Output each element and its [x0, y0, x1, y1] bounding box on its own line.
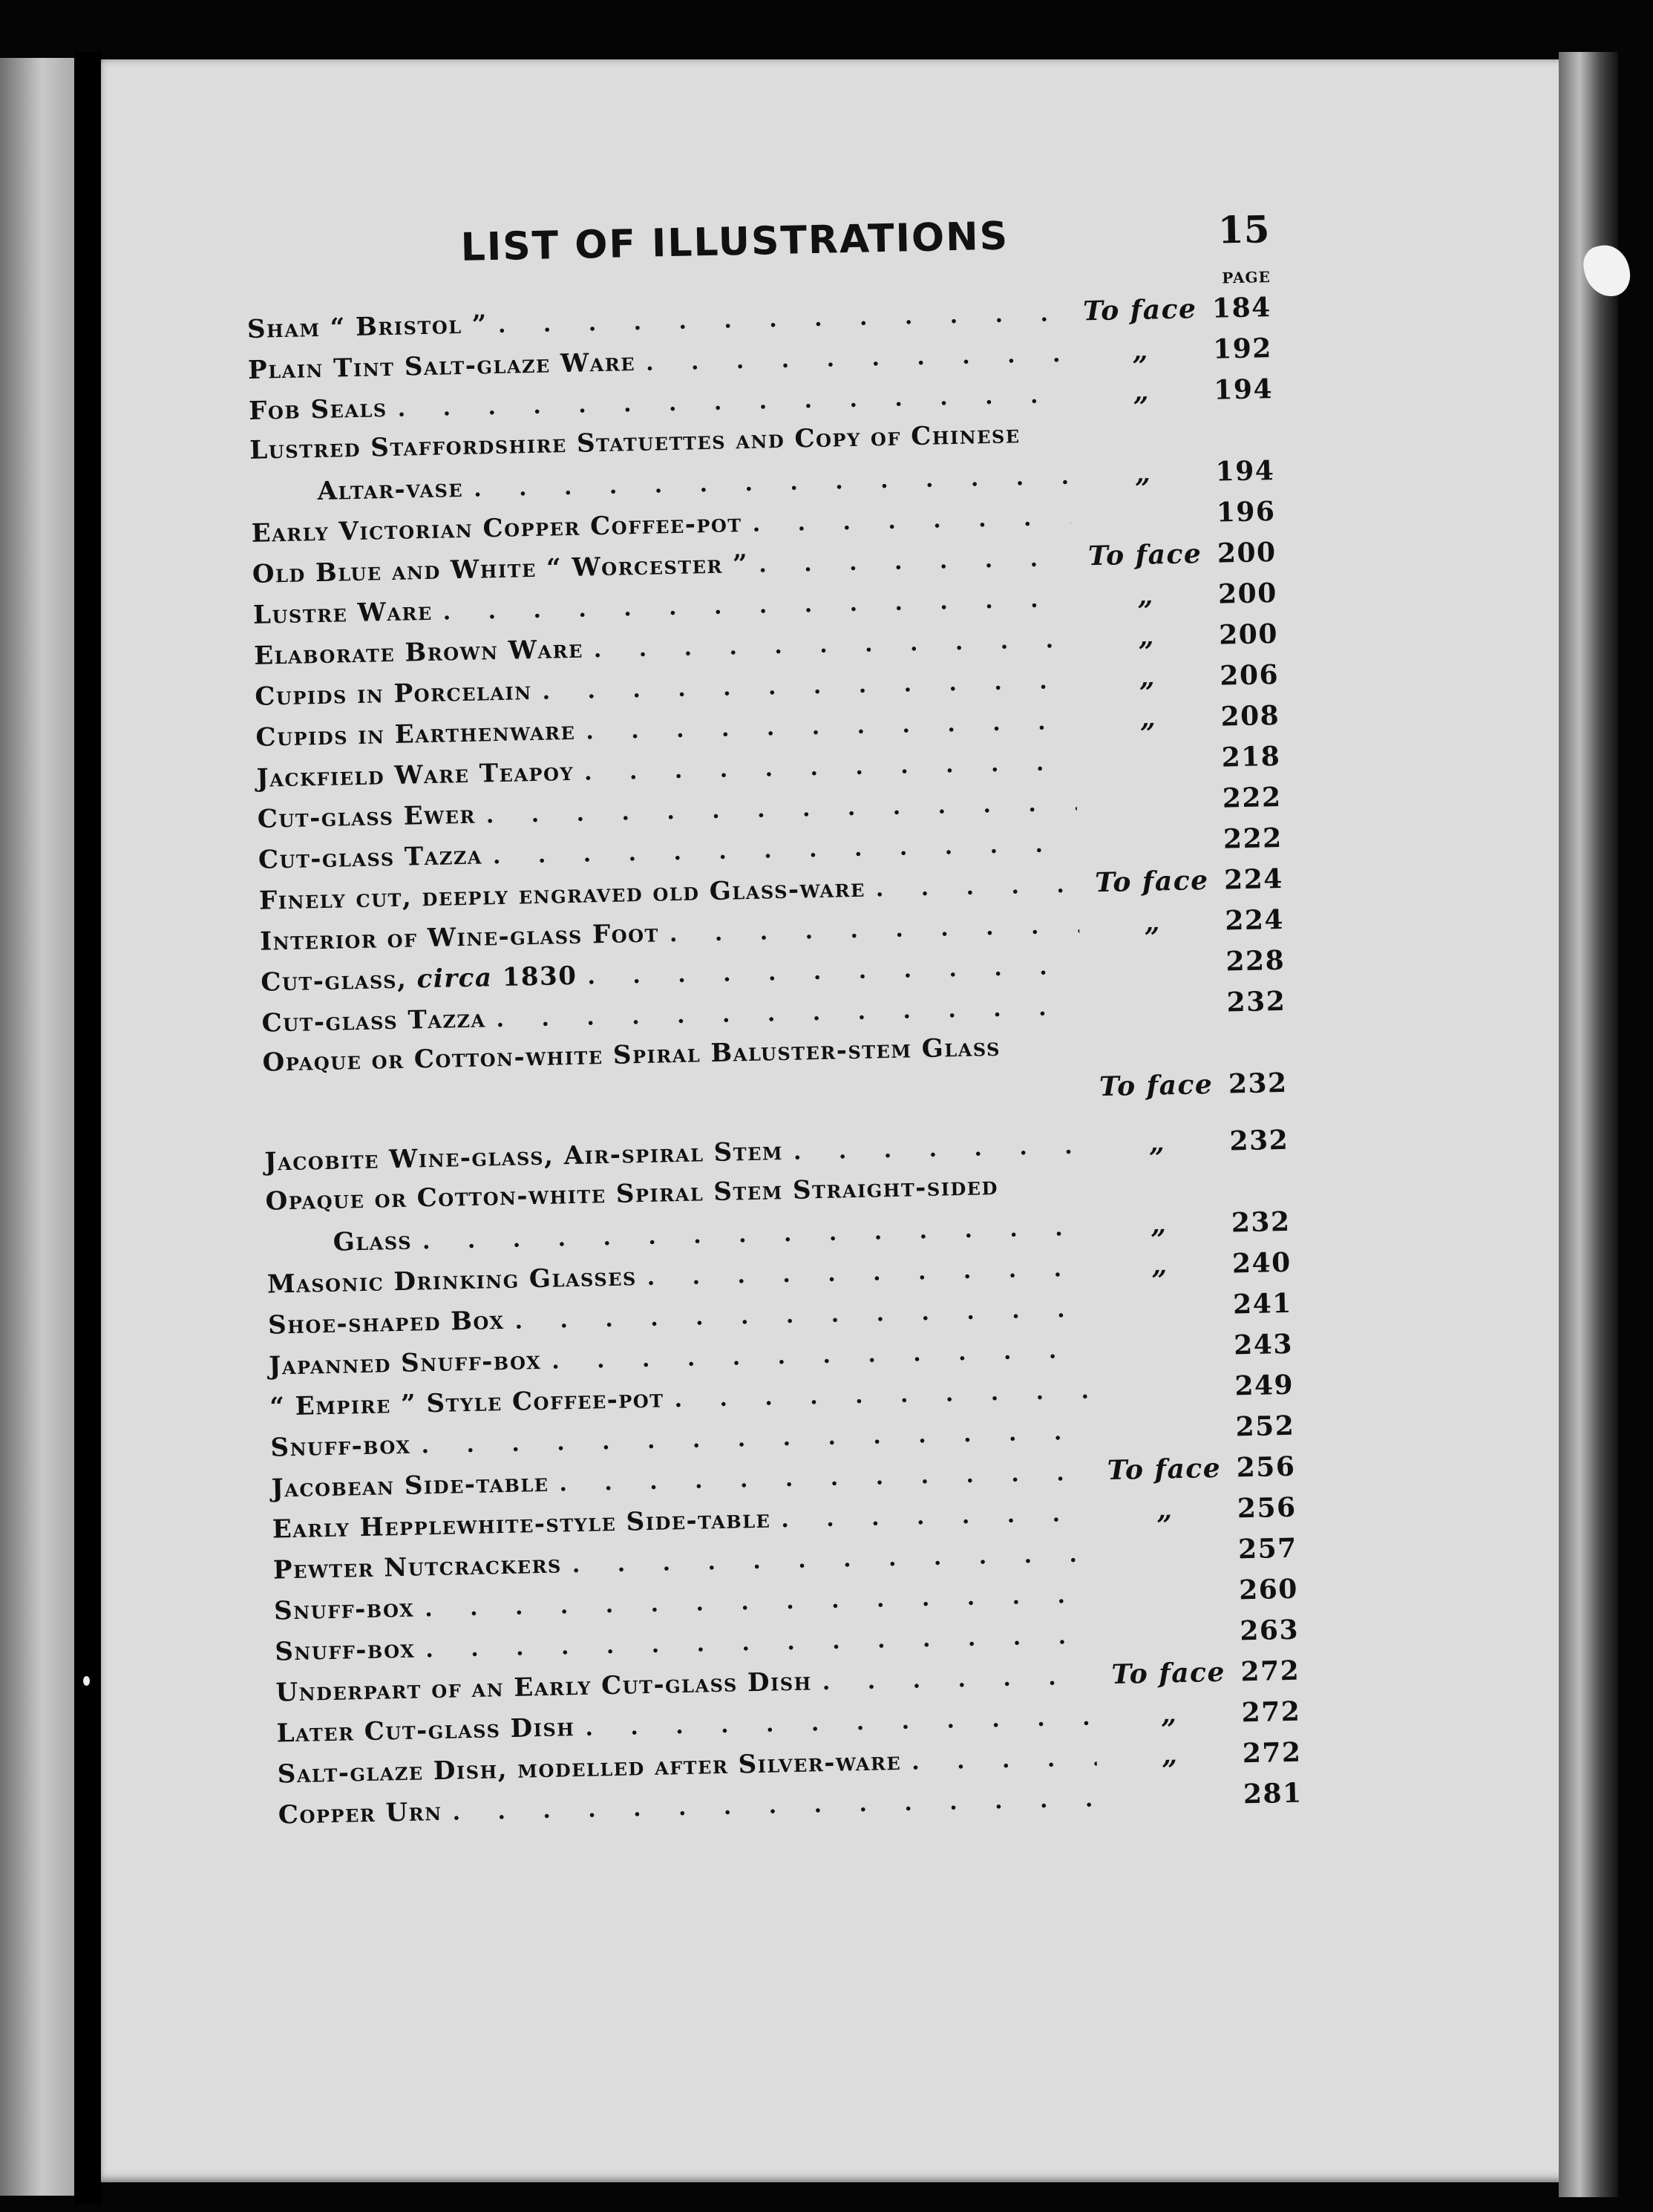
entry-page-number: 241: [1232, 1287, 1293, 1321]
entry-page-number: 243: [1233, 1328, 1294, 1361]
entry-title: Cupids in Earthenware: [255, 716, 576, 753]
entry-page-number: 232: [1226, 985, 1286, 1018]
entry-page-number: 232: [1231, 1205, 1291, 1239]
entry-title: Plain Tint Salt-glaze Ware: [247, 347, 636, 385]
entry-page-number: 232: [1229, 1124, 1289, 1157]
leader-dots: [875, 872, 1078, 903]
entry-list: [247, 292, 1303, 1839]
to-face-marker: „: [1139, 661, 1156, 693]
entry-page-number: 272: [1241, 1695, 1301, 1729]
to-face-marker: [1104, 1640, 1231, 1643]
leader-dots: [572, 1541, 1093, 1578]
spacer: [264, 1096, 1093, 1113]
entry-title: Snuff-box: [270, 1430, 411, 1463]
entry-title: Lustred Staffordshire Statuettes and Copy of Chinese: [249, 419, 1021, 465]
to-face-marker: „: [1134, 457, 1152, 489]
entry-title: Copper Urn: [278, 1796, 442, 1830]
entry-page-number: 222: [1222, 781, 1282, 814]
entry-page-number: 200: [1218, 618, 1279, 651]
entry-page-number: 272: [1242, 1736, 1302, 1770]
to-face-marker: [1081, 522, 1208, 525]
entry-page-number: 224: [1224, 903, 1285, 937]
to-face-marker: To face: [1111, 1656, 1226, 1690]
leader-dots: [474, 464, 1070, 503]
book-gutter: [74, 52, 102, 2205]
page-number: 15: [1217, 207, 1271, 252]
to-face-marker: To face: [1107, 1452, 1222, 1487]
entry-title: Interior of Wine-glass Foot: [259, 918, 660, 957]
to-face-marker: „: [1151, 1249, 1169, 1281]
page-stack-edge: [1559, 52, 1618, 2197]
entry-title: Jacobite Wine-glass, Air-spiral Stem: [264, 1136, 784, 1177]
entry-page-number: 192: [1212, 333, 1273, 365]
entry-title: Masonic Drinking Glasses: [266, 1262, 638, 1300]
entry-title: Japanned Snuff-box: [268, 1345, 542, 1381]
entry-page-number: 260: [1238, 1573, 1299, 1606]
illustration-list: [245, 201, 1303, 1839]
leader-dots: [593, 627, 1073, 664]
entry-title: Sham “ Bristol ”: [246, 310, 488, 344]
leader-dots: [514, 1297, 1087, 1335]
leader-dots: [542, 668, 1074, 705]
to-face-marker: [1087, 767, 1213, 770]
page-title: LIST OF ILLUSTRATIONS: [460, 214, 1009, 270]
entry-title: Old Blue and White “ Worcester ”: [252, 549, 749, 589]
column-label-text: PAGE: [1222, 268, 1271, 287]
entry-page-number: 224: [1223, 863, 1284, 896]
entry-title: Cut-glass Ewer: [257, 799, 477, 834]
entry-title-continuation: Glass: [333, 1226, 413, 1257]
to-face-marker: [1092, 1012, 1218, 1015]
to-face-marker: [1088, 848, 1214, 851]
leader-dots: [493, 831, 1078, 869]
entry-page-number: 256: [1236, 1450, 1296, 1484]
to-face-marker: [1087, 808, 1214, 811]
leader-dots: [647, 1256, 1087, 1291]
entry-page-number: 249: [1234, 1369, 1294, 1402]
entry-page-number: 200: [1217, 537, 1277, 569]
to-face-marker: To face: [1087, 538, 1202, 572]
spacer: [1021, 437, 1274, 442]
entry-title: Cut-glass, circa 1830: [261, 961, 577, 998]
to-face-marker: To face: [1099, 1068, 1214, 1103]
to-face-marker: „: [1144, 906, 1162, 938]
leader-dots: [781, 1500, 1092, 1533]
to-face-marker: „: [1150, 1208, 1168, 1240]
entry-page-number: 222: [1222, 822, 1283, 855]
entry-page-number: 252: [1235, 1410, 1295, 1443]
entry-title: Snuff-box: [274, 1634, 416, 1667]
leader-dots: [646, 341, 1068, 376]
leader-dots: [485, 791, 1077, 829]
to-face-marker: To face: [1082, 293, 1197, 327]
to-face-marker: „: [1137, 580, 1155, 612]
entry-title: Salt-glaze Dish, modelled after Silver-ware: [277, 1746, 902, 1790]
entry-page-number: 196: [1216, 496, 1276, 529]
entry-page-number: 228: [1225, 944, 1286, 978]
leader-dots: [587, 954, 1081, 990]
entry-page-number: 184: [1211, 292, 1272, 324]
entry-title: Opaque or Cotton-white Spiral Stem Straight-sided: [265, 1171, 999, 1217]
to-face-marker: „: [1160, 1698, 1178, 1730]
to-face-marker: „: [1133, 376, 1150, 408]
leader-dots: [752, 505, 1071, 537]
leader-dots: [586, 709, 1076, 745]
to-face-marker: [1099, 1355, 1225, 1358]
entry-title: Elaborate Brown Ware: [253, 634, 584, 671]
leader-dots: [822, 1663, 1095, 1695]
entry-page-number: 240: [1231, 1246, 1292, 1280]
entry-title: Cupids in Porcelain: [254, 676, 532, 712]
leader-dots: [911, 1745, 1097, 1775]
leader-dots: [551, 1338, 1089, 1375]
entry-title: Underpart of an Early Cut-glass Dish: [275, 1666, 813, 1708]
leader-dots: [559, 1460, 1091, 1497]
to-face-marker: [1098, 1314, 1224, 1317]
entry-title: Opaque or Cotton-white Spiral Baluster-stem Glass: [262, 1032, 1001, 1078]
entry-page-number: 281: [1243, 1777, 1303, 1810]
entry-page-number: 194: [1213, 373, 1274, 406]
to-face-marker: [1104, 1600, 1230, 1603]
entry-page-number: 257: [1237, 1532, 1298, 1565]
entry-title: Early Hepplewhite-style Side-table: [272, 1504, 771, 1545]
entry-page-number: 206: [1219, 658, 1280, 692]
entry-page-number: 208: [1220, 699, 1280, 733]
entry-page-number: 194: [1215, 455, 1275, 488]
leader-dots: [793, 1133, 1084, 1165]
entry-title: Jackfield Ware Teapoy: [256, 756, 575, 793]
leader-dots: [585, 1704, 1096, 1741]
to-face-marker: [1108, 1804, 1234, 1807]
leader-dots: [584, 750, 1076, 786]
to-face-marker: To face: [1094, 865, 1209, 899]
entry-title: Lustre Ware: [252, 596, 433, 630]
to-face-marker: „: [1161, 1739, 1179, 1771]
leader-dots: [674, 1378, 1089, 1413]
to-face-marker: „: [1132, 335, 1150, 367]
entry-title: Cut-glass Tazza: [258, 840, 483, 875]
to-face-marker: „: [1138, 621, 1156, 652]
spacer: [1001, 1050, 1287, 1056]
entry-title: Snuff-box: [273, 1593, 415, 1626]
to-face-marker: [1103, 1559, 1229, 1562]
to-face-marker: „: [1139, 702, 1157, 734]
adjacent-page-edge: [0, 58, 76, 2196]
entry-page-number: 232: [1228, 1067, 1289, 1100]
entry-page-number: 263: [1239, 1614, 1300, 1647]
entry-title: “ Empire ” Style Coffee-pot: [269, 1384, 664, 1422]
to-face-marker: [1090, 971, 1217, 974]
leader-dots: [498, 301, 1067, 338]
entry-page-number: 200: [1217, 577, 1278, 610]
to-face-marker: [1099, 1395, 1225, 1398]
leader-dots: [759, 546, 1072, 578]
entry-page-number: 256: [1237, 1491, 1297, 1525]
entry-title: Later Cut-glass Dish: [276, 1712, 575, 1749]
entry-title: Early Victorian Copper Coffee-pot: [251, 508, 743, 549]
to-face-marker: „: [1148, 1127, 1166, 1159]
leader-dots: [496, 995, 1081, 1033]
entry-page-number: 272: [1240, 1655, 1300, 1688]
entry-title: Pewter Nutcrackers: [272, 1549, 563, 1586]
to-face-marker: [1101, 1436, 1227, 1439]
spacer: [998, 1188, 1290, 1194]
leader-dots: [670, 913, 1080, 948]
entry-title-italic: circa: [416, 963, 493, 995]
entry-title: Jacobean Side-table: [271, 1467, 549, 1504]
scan-speck: [83, 1676, 90, 1686]
entry-title: Finely cut, deeply engraved old Glass-ware: [258, 873, 866, 916]
entry-title: Fob Seals: [248, 393, 388, 426]
entry-title-continuation: Altar-vase: [317, 473, 464, 507]
entry-title: Shoe-shaped Box: [267, 1306, 505, 1341]
to-face-marker: „: [1156, 1494, 1174, 1526]
entry-page-number: 218: [1221, 740, 1281, 773]
entry-title: Cut-glass Tazza: [261, 1004, 486, 1038]
